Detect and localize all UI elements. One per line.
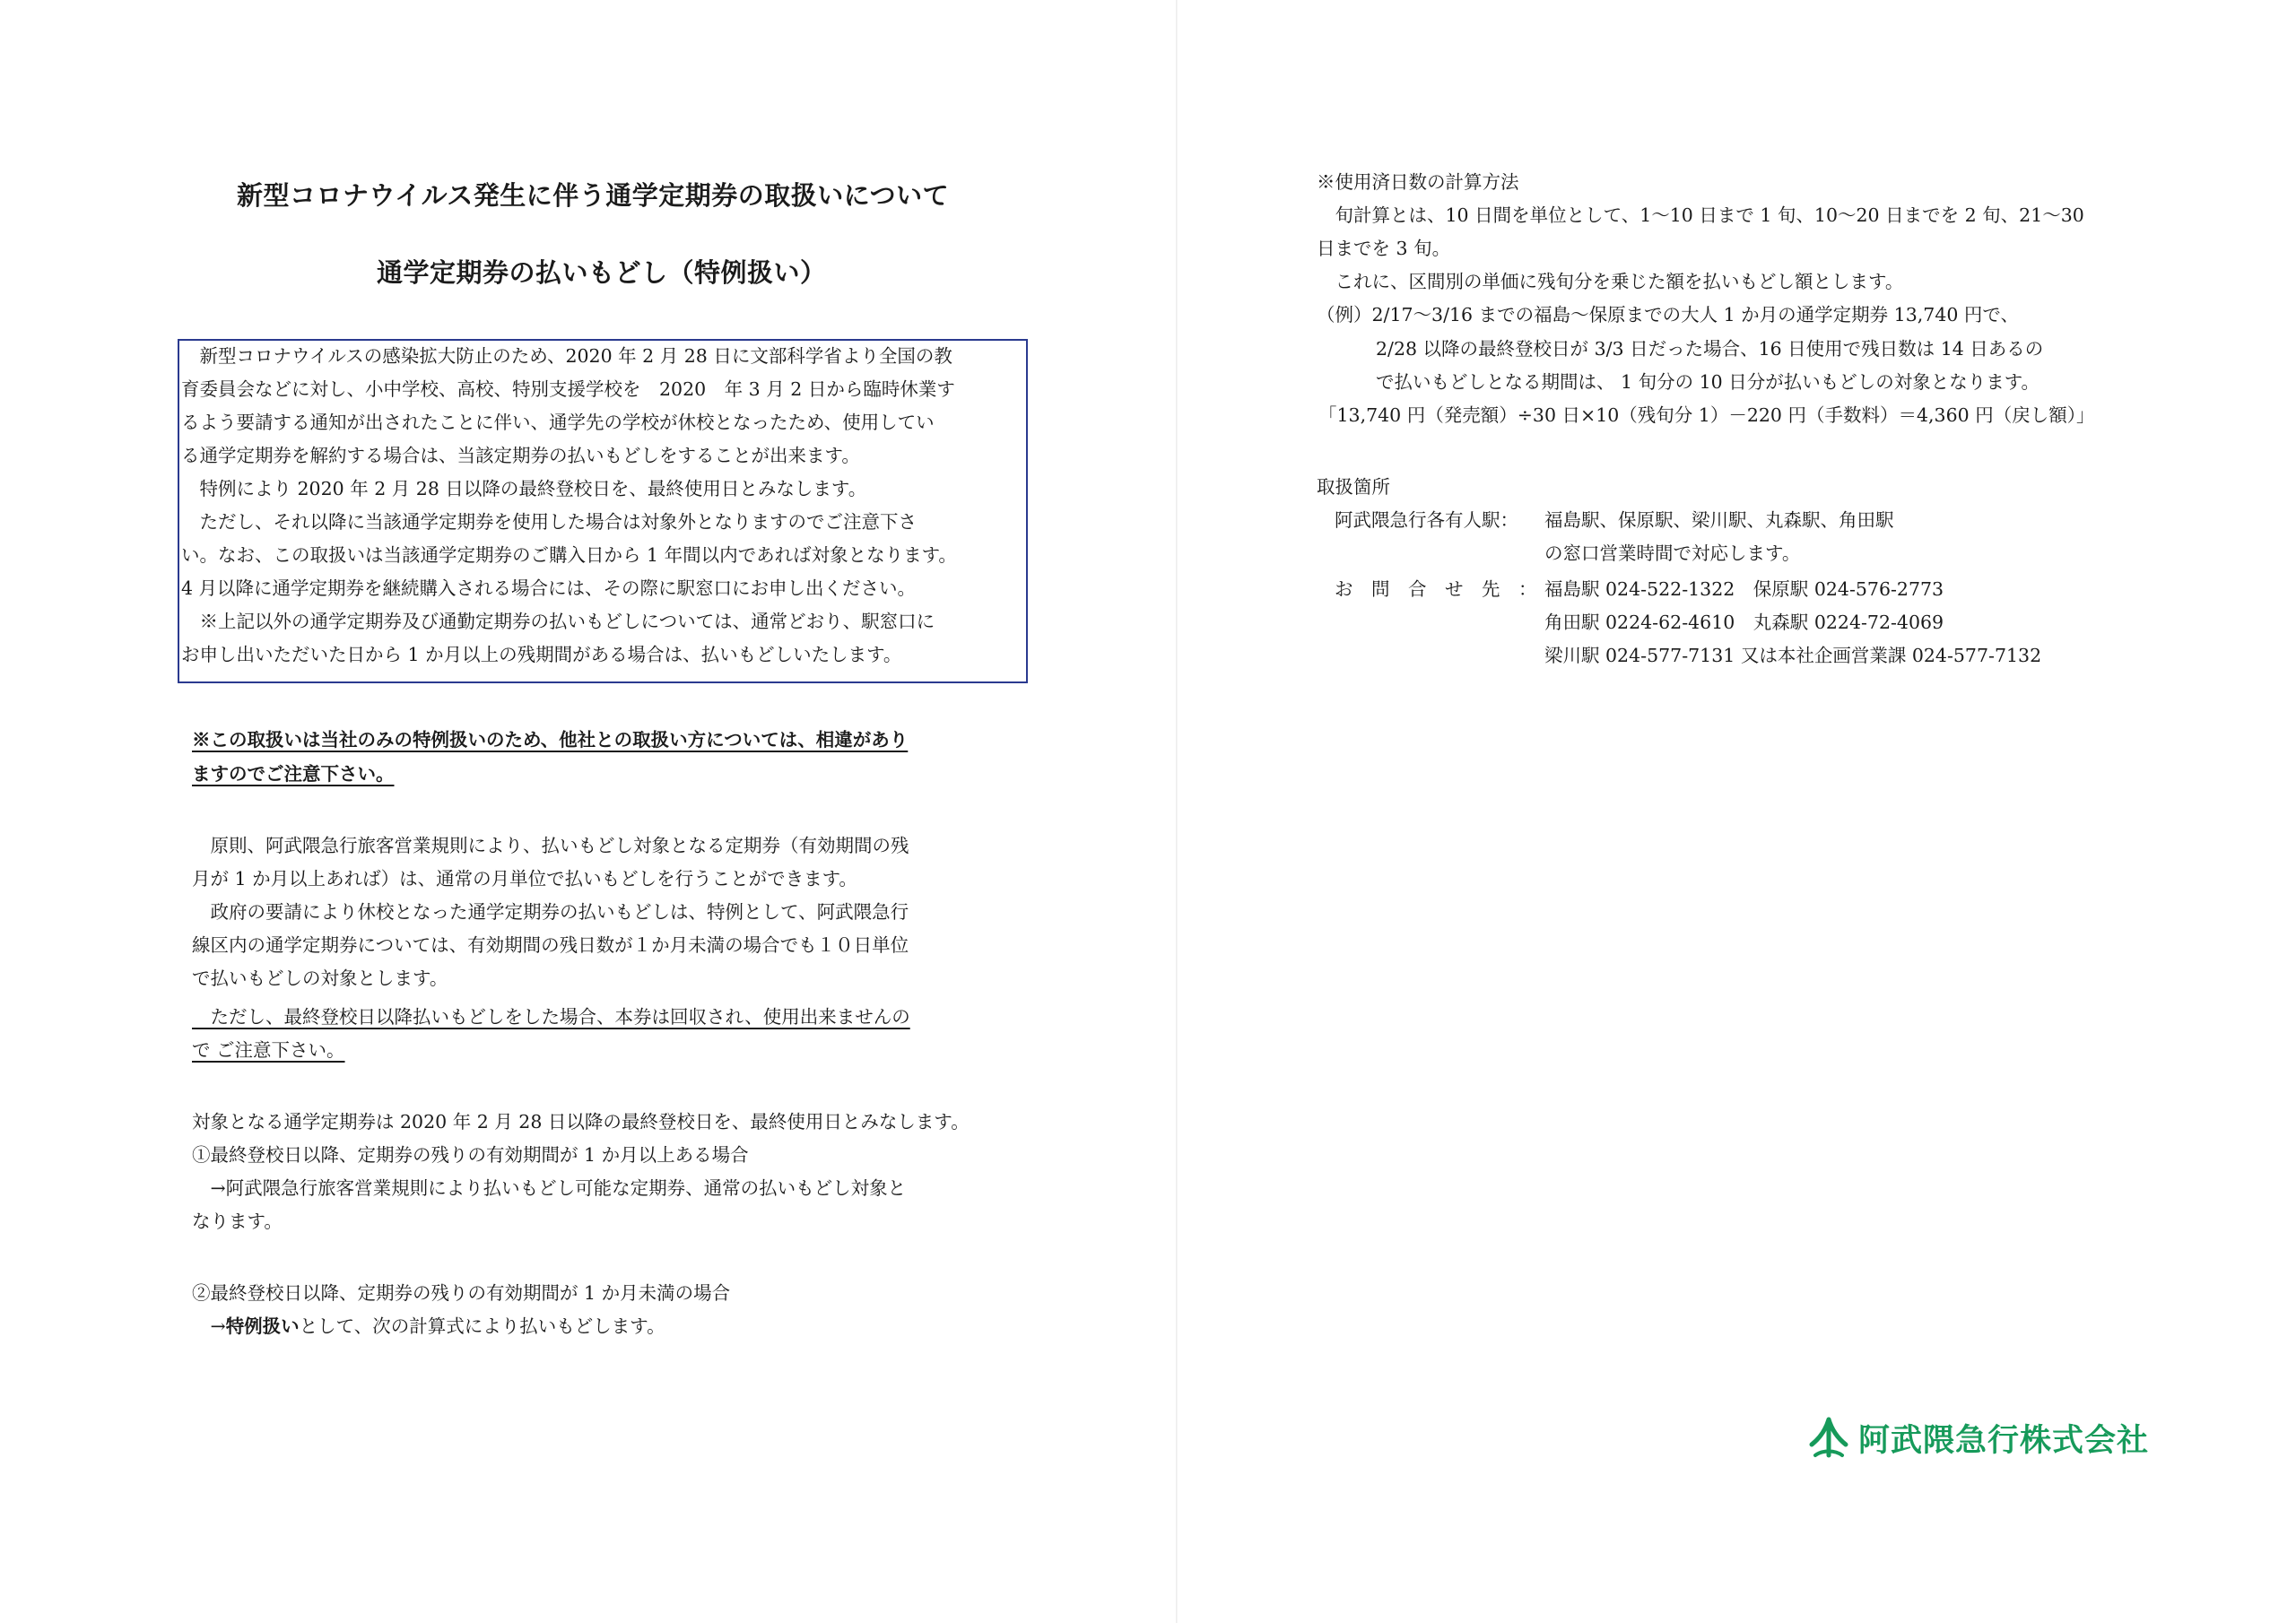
warning-line: ※この取扱いは当社のみの特例扱いのため、他社との取扱い方については、相違があり (192, 729, 909, 751)
example-formula: 「13,740 円（発売額）÷30 日×10（残旬分 1）－220 円（手数料）＝4,360 円（戻し額）」 (1318, 404, 2095, 426)
abukuma-mark-icon (1808, 1416, 1849, 1461)
notice-line: るよう要請する通知が出されたことに伴い、通学先の学校が休校となったため、使用してい (181, 412, 935, 433)
target-intro: 対象となる通学定期券は 2020 年 2 月 28 日以降の最終登校日を、最終使用日とみなします。 (192, 1111, 970, 1133)
document-subtitle: 通学定期券の払いもどし（特例扱い） (377, 257, 827, 288)
rule-line: で払いもどしの対象とします。 (192, 968, 448, 989)
caution-line: ただし、最終登校日以降払いもどしをした場合、本券は回収され、使用出来ませんの (192, 1006, 910, 1028)
page-gutter (1176, 0, 1178, 1623)
calc-line: 旬計算とは、10 日間を単位として、1～10 日まで 1 旬、10～20 日までを 2 旬、21～30 (1317, 204, 2084, 226)
notice-line: ただし、それ以降に当該通学定期券を使用した場合は対象外となりますのでご注意下さ (181, 511, 917, 533)
company-name: 阿武隈急行株式会社 (1858, 1423, 2150, 1459)
rule-line: 月が 1 か月以上あれば）は、通常の月単位で払いもどしを行うことができます。 (192, 868, 857, 890)
notice-line: 4 月以降に通学定期券を継続購入される場合には、その際に駅窓口にお申し出ください。 (181, 577, 917, 599)
contact-label: お 問 合 せ 先 ： (1335, 578, 1537, 600)
example-line: （例）2/17～3/16 までの福島～保原までの大人 1 か月の通学定期券 13,740 円で、 (1317, 304, 2020, 325)
notice-line: る通学定期券を解約する場合は、当該定期券の払いもどしをすることが出来ます。 (181, 445, 860, 466)
office-hours: の窓口営業時間で対応します。 (1544, 542, 1801, 564)
warning-line: ますのでご注意下さい。 (192, 763, 395, 785)
rule-line: 政府の要請により休校となった通学定期券の払いもどしは、特例として、阿武隈急行 (192, 901, 909, 923)
contact-line: 福島駅 024-522-1322 保原駅 024-576-2773 (1544, 578, 1944, 600)
case2-bold: 特例扱い (225, 1315, 300, 1337)
notice-line: 特例により 2020 年 2 月 28 日以降の最終登校日を、最終使用日とみなします。 (181, 478, 867, 499)
office-heading: 取扱箇所 (1317, 476, 1390, 498)
notice-line: ※上記以外の通学定期券及び通勤定期券の払いもどしについては、通常どおり、駅窓口に (181, 611, 935, 632)
example-line: 2/28 以降の最終登校日が 3/3 日だった場合、16 日使用で残日数は 14 日あるの (1376, 338, 2044, 360)
case1-title: ①最終登校日以降、定期券の残りの有効期間が 1 か月以上ある場合 (192, 1144, 749, 1166)
calc-line: 日までを 3 旬。 (1317, 238, 1451, 259)
contact-line: 角田駅 0224-62-4610 丸森駅 0224-72-4069 (1544, 612, 1944, 633)
calc-heading: ※使用済日数の計算方法 (1317, 171, 1519, 193)
notice-line: 育委員会などに対し、小中学校、高校、特別支援学校を 2020 年 3 月 2 日から臨時休業す (181, 378, 955, 400)
right-page (1184, 0, 2296, 1623)
company-logo (1808, 1413, 2149, 1463)
office-label: 阿武隈急行各有人駅： (1335, 509, 1518, 531)
case1-line: なります。 (192, 1211, 283, 1232)
case2-rest: として、次の計算式により払いもどします。 (299, 1315, 665, 1337)
notice-line: 新型コロナウイルスの感染拡大防止のため、2020 年 2 月 28 日に文部科学省より全国の教 (181, 345, 952, 367)
document-title: 新型コロナウイルス発生に伴う通学定期券の取扱いについて (237, 180, 950, 211)
case2-arrow: → (192, 1315, 226, 1337)
office-stations: 福島駅、保原駅、梁川駅、丸森駅、角田駅 (1544, 509, 1894, 531)
notice-line: い。なお、この取扱いは当該通学定期券のご購入日から 1 年間以内であれば対象となります。 (181, 544, 957, 566)
rule-line: 線区内の通学定期券については、有効期間の残日数が１か月未満の場合でも１０日単位 (192, 934, 909, 956)
example-line: で払いもどしとなる期間は、 1 旬分の 10 日分が払いもどしの対象となります。 (1376, 371, 2040, 393)
calc-line: これに、区間別の単価に残旬分を乗じた額を払いもどし額とします。 (1317, 271, 1904, 292)
rule-line: 原則、阿武隈急行旅客営業規則により、払いもどし対象となる定期券（有効期間の残 (192, 835, 909, 856)
caution-line: で ご注意下さい。 (192, 1039, 345, 1061)
case1-line: →阿武隈急行旅客営業規則により払いもどし可能な定期券、通常の払いもどし対象と (192, 1177, 907, 1199)
case2-title: ②最終登校日以降、定期券の残りの有効期間が 1 か月未満の場合 (192, 1282, 731, 1304)
case2-line (192, 1311, 665, 1338)
notice-line: お申し出いただいた日から 1 か月以上の残期間がある場合は、払いもどしいたします。 (181, 644, 902, 665)
contact-line: 梁川駅 024-577-7131 又は本社企画営業課 024-577-7132 (1544, 645, 2042, 666)
